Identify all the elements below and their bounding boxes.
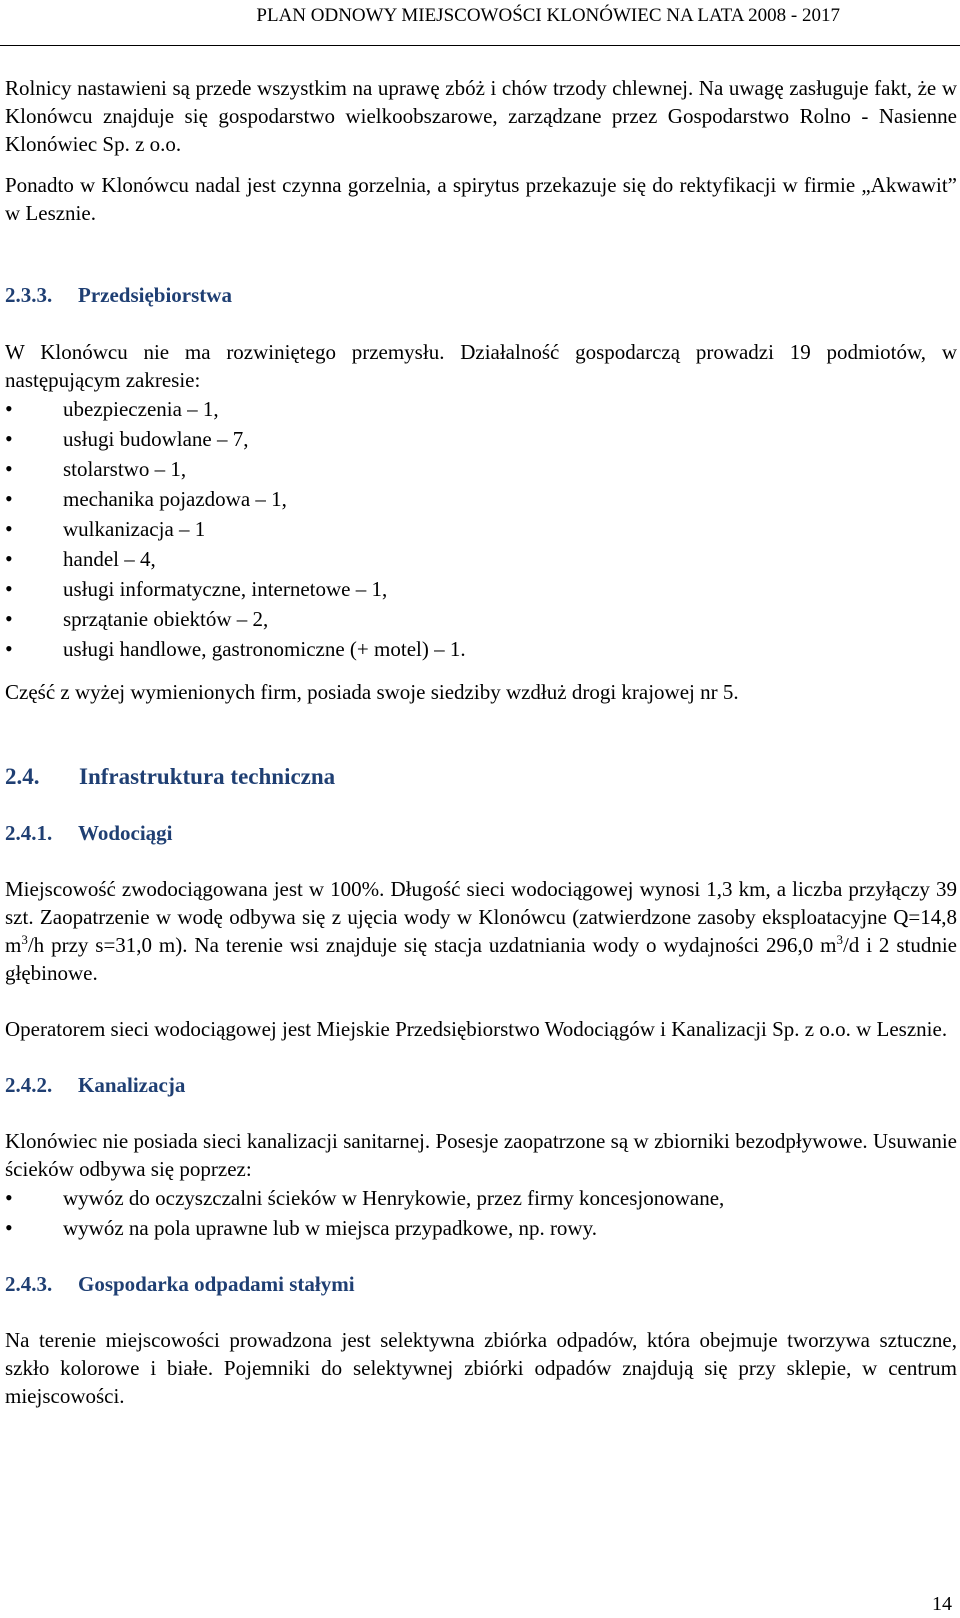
section-number: 2.4.3.: [5, 1272, 53, 1296]
paragraph-distillery: Ponadto w Klonówcu nadal jest czynna gorzelnia, a spirytus przekazuje się do rektyfikacji w firmie „Akwawit” w Lesznie.: [5, 173, 957, 225]
paragraph-enterprises-intro: W Klonówcu nie ma rozwiniętego przemysłu. Działalność gospodarczą prowadzi 19 podmiotów, w następującym zakresie:: [5, 340, 957, 392]
list-item: • ubezpieczenia – 1,: [5, 394, 957, 424]
section-number: 2.4.1.: [5, 821, 53, 845]
list-item: • handel – 4,: [5, 544, 957, 574]
superscript-3: 3: [836, 932, 843, 947]
section-number: 2.4.2.: [5, 1073, 53, 1097]
section-title: Infrastruktura techniczna: [79, 764, 336, 789]
superscript-3: 3: [21, 932, 28, 947]
list-item: • wulkanizacja – 1: [5, 514, 957, 544]
paragraph-water-supply: [5, 875, 957, 987]
water-text-part-b: /h przy s=31,0 m). Na terenie wsi znajduje się stacja uzdatniania wody o wydajności 296,0 m: [27, 933, 837, 957]
paragraph-sewage: Klonówiec nie posiada sieci kanalizacji sanitarnej. Posesje zaopatrzone są w zbiorniki bezodpływowe. Usuwanie ścieków odbywa się poprzez:: [5, 1129, 957, 1181]
list-item: • usługi informatyczne, internetowe – 1,: [5, 574, 957, 604]
section-number: 2.4.: [5, 764, 40, 789]
list-item: • usługi handlowe, gastronomiczne (+ motel) – 1.: [5, 634, 957, 664]
paragraph-enterprises-outro: Część z wyżej wymienionych firm, posiada swoje siedziby wzdłuż drogi krajowej nr 5.: [5, 680, 739, 704]
list-item: • wywóz na pola uprawne lub w miejsca przypadkowe, np. rowy.: [5, 1213, 957, 1243]
paragraph-farmers: Rolnicy nastawieni są przede wszystkim na uprawę zbóż i chów trzody chlewnej. Na uwagę zasługuje fakt, że w Klonówcu znajduje się gospodarstwo wielkoobszarowe, zarządzane przez Gospodarstwo Rolno - Nasienne Klonówiec Sp. z o.o.: [5, 76, 957, 156]
enterprise-list: [5, 394, 957, 664]
section-heading-2-4-1: [5, 819, 957, 847]
sewage-list: [5, 1183, 957, 1243]
section-number: 2.3.3.: [5, 283, 53, 307]
water-text-part-a: Miejscowość zwodociągowana jest w 100%. Długość sieci wodociągowej wynosi 1,3 km, a liczba przyłączy 39 szt. Zaopatrzenie w wodę odbywa się z ujęcia wody w Klonówcu (zatwierdzone zasoby eksploatacyjne Q=14,8 m: [5, 877, 957, 957]
section-title: Przedsiębiorstwa: [78, 283, 232, 307]
list-item: • sprzątanie obiektów – 2,: [5, 604, 957, 634]
section-heading-2-3-3: [5, 281, 957, 309]
list-item: • mechanika pojazdowa – 1,: [5, 484, 957, 514]
paragraph-water-operator: Operatorem sieci wodociągowej jest Miejskie Przedsiębiorstwo Wodociągów i Kanalizacji Sp. z o.o. w Lesznie.: [5, 1017, 948, 1041]
paragraph-waste: Na terenie miejscowości prowadzona jest selektywna zbiórka odpadów, która obejmuje tworzywa sztuczne, szkło kolorowe i białe. Pojemniki do selektywnej zbiórki odpadów znajdują się przy sklepie, w centrum miejscowości.: [5, 1328, 957, 1408]
list-item: • stolarstwo – 1,: [5, 454, 957, 484]
page-number: 14: [932, 1593, 952, 1615]
section-heading-2-4-2: [5, 1071, 957, 1099]
section-title: Gospodarka odpadami stałymi: [78, 1272, 355, 1296]
section-title: Kanalizacja: [78, 1073, 186, 1097]
section-heading-2-4-3: [5, 1270, 957, 1298]
header-title: PLAN ODNOWY MIEJSCOWOŚCI KLONÓWIEC NA LATA 2008 - 2017: [256, 5, 840, 26]
water-text-part-c: /d i 2 studnie głębinowe.: [5, 933, 957, 985]
section-heading-2-4: [5, 762, 957, 792]
list-item: • wywóz do oczyszczalni ścieków w Henrykowie, przez firmy koncesjonowane,: [5, 1183, 957, 1213]
page-content: [5, 74, 957, 1410]
page-header: [0, 0, 960, 46]
section-title: Wodociągi: [78, 821, 173, 845]
list-item: • usługi budowlane – 7,: [5, 424, 957, 454]
